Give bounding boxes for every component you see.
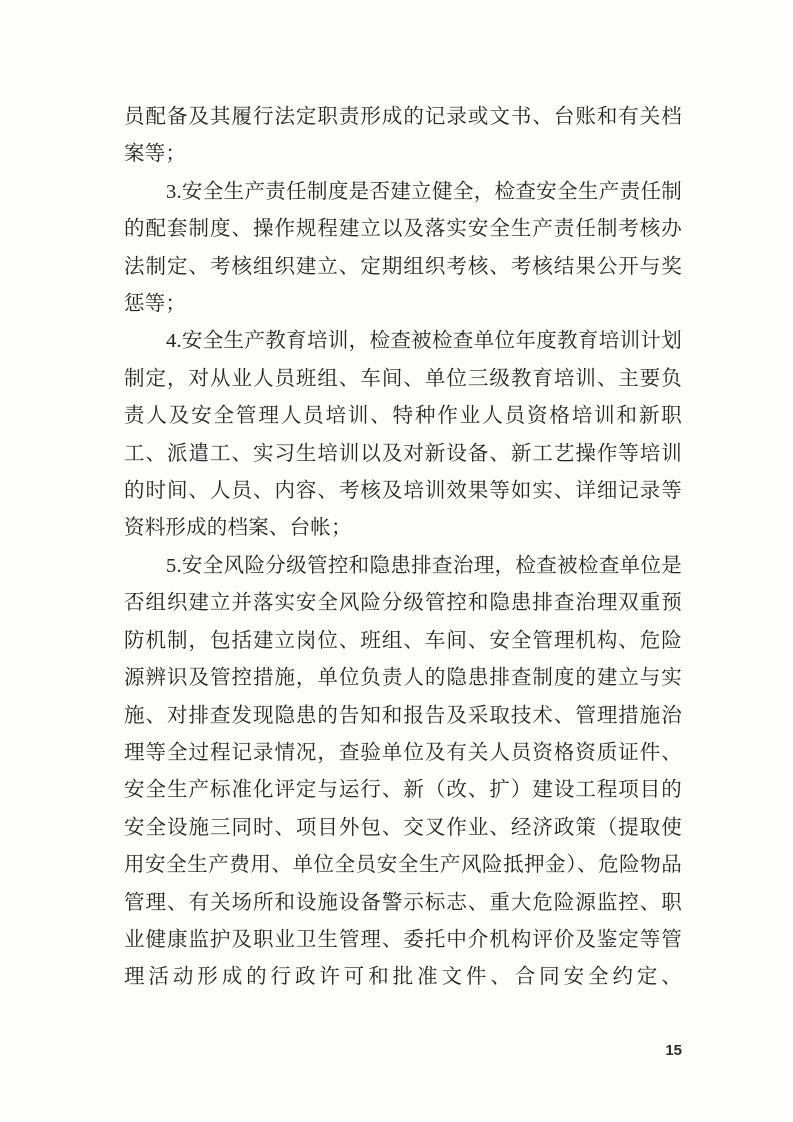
page-number: 15	[665, 1042, 682, 1059]
paragraph: 5.安全风险分级管控和隐患排查治理，检查被检查单位是否组织建立并落实安全风险分级管控和隐患排查治理双重预防机制，包括建立岗位、班组、车间、安全管理机构、危险源辨识及管控措施，单位负责人的隐患排查制度的建立与实施、对排查发现隐患的告知和报告及采取技术、管理措施治理等全过程记录情况，查验单位及有关人员资格资质证件、安全生产标准化评定与运行、新（改、扩）建设工程项目的安全设施三同时、项目外包、交叉作业、经济政策（提取使用安全生产费用、单位全员安全生产风险抵押金）、危险物品管理、有关场所和设施设备警示标志、重大危险源监控、职业健康监护及职业卫生管理、委托中介机构评价及鉴定等管理活动形成的行政许可和批准文件、合同安全约定、	[124, 554, 682, 989]
document-body	[124, 99, 682, 997]
paragraph: 4.安全生产教育培训，检查被检查单位年度教育培训计划制定，对从业人员班组、车间、单位三级教育培训、主要负责人及安全管理人员培训、特种作业人员资格培训和新职工、派遣工、实习生培训以及对新设备、新工艺操作等培训的时间、人员、内容、考核及培训效果等如实、详细记录等资料形成的档案、台帐；	[124, 330, 682, 540]
paragraph: 员配备及其履行法定职责形成的记录或文书、台账和有关档案等；	[124, 106, 682, 166]
paragraph: 3.安全生产责任制度是否建立健全，检查安全生产责任制的配套制度、操作规程建立以及落实安全生产责任制考核办法制定、考核组织建立、定期组织考核、考核结果公开与奖惩等；	[124, 180, 682, 316]
